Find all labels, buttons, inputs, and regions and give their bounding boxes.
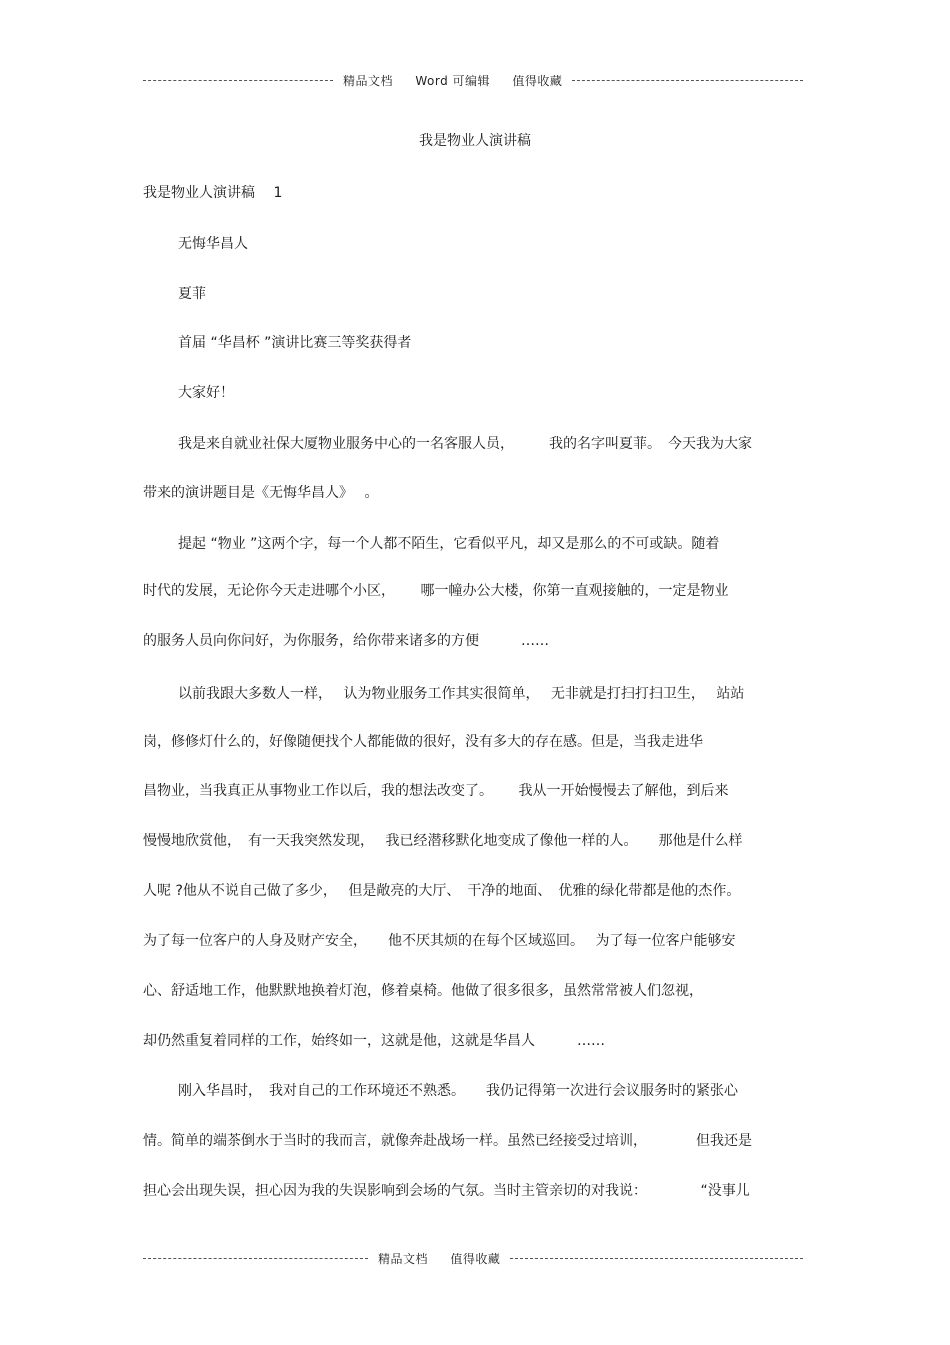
footer-dashes-left: [143, 1258, 368, 1259]
footer-dashes-right: [510, 1258, 803, 1259]
paragraph-line: 心、舒适地工作，他默默地换着灯泡，修着桌椅。他做了很多很多，虽然常常被人们忽视，: [143, 983, 703, 999]
paragraph-line: 慢慢地欣赏他， 有一天我突然发现， 我已经潜移默化地变成了像他一样的人。 那他是什么样: [143, 833, 743, 849]
paragraph-line: 昌物业，当我真正从事物业工作以后，我的想法改变了。 我从一开始慢慢去了解他，到后来: [143, 783, 729, 799]
footer-label: 精品文档: [378, 1251, 429, 1266]
paragraph-line: 时代的发展，无论你今天走进哪个小区， 哪一幢办公大楼，你第一直观接触的，一定是物业: [143, 583, 729, 599]
document-title: 我是物业人演讲稿: [419, 133, 531, 149]
paragraph-line: 提起 “物业 ”这两个字，每一个人都不陌生，它看似平凡，却又是那么的不可或缺。随着: [178, 536, 720, 552]
speech-title: 无悔华昌人: [178, 236, 248, 252]
paragraph-line: 的服务人员向你问好，为你服务，给你带来诸多的方便 ……: [143, 633, 549, 649]
paragraph-line: 却仍然重复着同样的工作，始终如一，这就是他，这就是华昌人 ……: [143, 1033, 605, 1049]
paragraph-line: 以前我跟大多数人一样， 认为物业服务工作其实很简单， 无非就是打扫打扫卫生， 站站: [178, 686, 745, 702]
header-label: 值得收藏: [512, 73, 563, 88]
paragraph-line: 带来的演讲题目是《无悔华昌人》 。: [143, 485, 379, 501]
footer-label: 值得收藏: [450, 1251, 501, 1266]
paragraph-line: 岗，修修灯什么的，好像随便找个人都能做的很好，没有多大的存在感。但是，当我走进华: [143, 734, 703, 750]
header-dashes-left: [143, 80, 333, 81]
section-heading: 我是物业人演讲稿 1: [143, 185, 283, 201]
speaker-award: 首届 “华昌杯 ”演讲比赛三等奖获得者: [178, 335, 412, 351]
header-labels: [333, 72, 572, 89]
paragraph-line: 我是来自就业社保大厦物业服务中心的一名客服人员， 我的名字叫夏菲。 今天我为大家: [178, 436, 752, 452]
paragraph-line: 为了每一位客户的人身及财产安全， 他不厌其烦的在每个区域巡回。 为了每一位客户能够安: [143, 933, 736, 949]
header-label: Word 可编辑: [415, 73, 491, 88]
speaker-name: 夏菲: [178, 286, 206, 302]
paragraph-line: 情。简单的端茶倒水于当时的我而言，就像奔赴战场一样。虽然已经接受过培训， 但我还是: [143, 1133, 752, 1149]
paragraph-line: 刚入华昌时， 我对自己的工作环境还不熟悉。 我仍记得第一次进行会议服务时的紧张心: [178, 1083, 738, 1099]
footer-labels: [368, 1250, 510, 1267]
page-footer: [143, 1248, 803, 1268]
header-dashes-right: [572, 80, 803, 81]
page-header: [143, 70, 803, 90]
paragraph-line: 人呢 ?他从不说自己做了多少， 但是敞亮的大厅、 干净的地面、 优雅的绿化带都是他的杰作。: [143, 883, 741, 899]
header-label: 精品文档: [343, 73, 394, 88]
greeting: 大家好！: [178, 385, 234, 401]
paragraph-line: 担心会出现失误，担心因为我的失误影响到会场的气氛。当时主管亲切的对我说： “没事儿: [143, 1183, 750, 1199]
